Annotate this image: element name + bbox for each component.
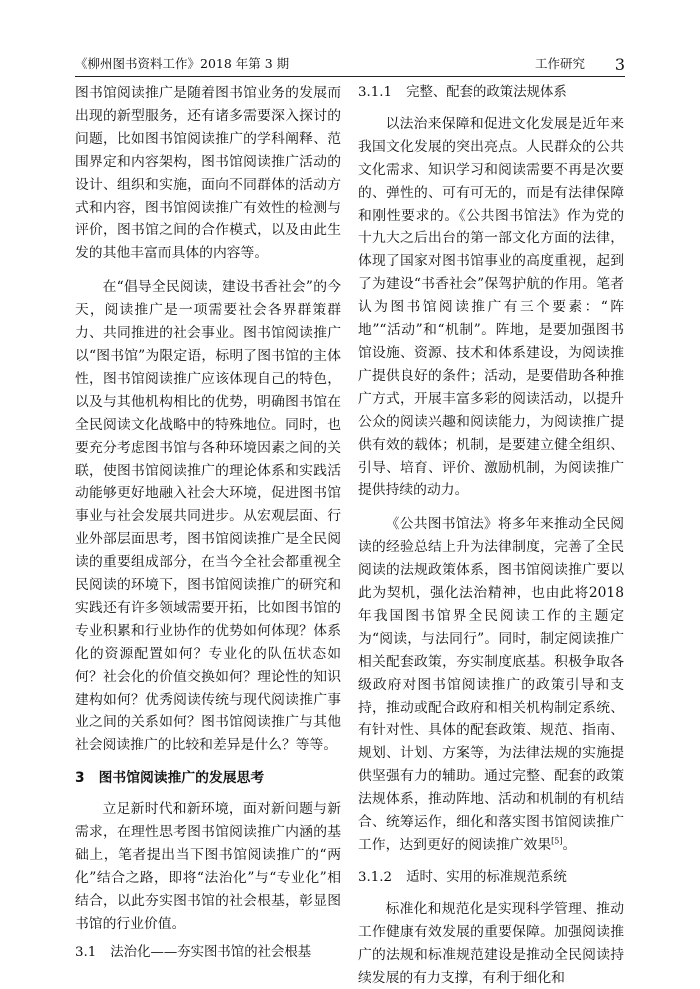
paragraph: 标准化和规范化是实现科学管理、推动工作健康有效发展的重要保障。加强阅读推广的法规和标准规范建设是推动全民阅读持续发展的有力支撑，有利于细化和 <box>358 900 624 986</box>
subsection-heading <box>358 867 624 890</box>
paragraph-text: 《公共图书馆法》将多年来推动全民阅读的经验总结上升为法律制度，完善了全民阅读的法规政策体系，图书馆阅读推广要以此为契机，强化法治精神，也由此将2018 年我国图书馆界全民阅读工作的主题定为“阅读，与法同行”。同时，制定阅读推广相关配套政策，夯实制度底基。积极争取各级政府对图书馆阅读推广的政策引导和支持，推动或配合政府和相关机构制定系统、有针对性、具体的配套政策、规范、指南、规划、计划、方案等，为法律法规的实施提供坚强有力的辅助。通过完整、配套的政策法规体系，推动阵地、活动和机制的有机结合、统筹运作，细化和落实图书馆阅读推广工作，达到更好的阅读推广效果 <box>358 516 624 853</box>
left-column <box>75 82 341 973</box>
paragraph <box>358 513 624 857</box>
running-header <box>75 52 625 77</box>
paragraph: 在“倡导全民阅读，建设书香社会”的今天，阅读推广是一项需要社会各界群策群力、共同推进的社会事业。图书馆阅读推广以“图书馆”为限定语，标明了图书馆的主体性，图书馆阅读推广应该体现自己的特色，以及与其他机构相比的优势，明确图书馆在全民阅读文化战略中的特殊地位。同时，也要充分考虑图书馆与各种环境因素之间的关联，使图书馆阅读推广的理论体系和实践活动能够更好地融入社会大环境，促进图书馆事业与社会发展共同进步。从宏观层面、行业外部层面思考，图书馆阅读推广是全民阅读的重要组成部分，在当今全社会都重视全民阅读的环境下，图书馆阅读推广的研究和实践还有许多领域需要开拓，比如图书馆的专业积累和行业协作的优势如何体现？体系化的资源配置如何？专业化的队伍状态如何？社会化的价值交换如何？理论性的知识建构如何？优秀阅读传统与现代阅读推广事业之间的关系如何？图书馆阅读推广与其他社会阅读推广的比较和差异是什么？等等。 <box>75 279 341 754</box>
section-name: 工作研究 <box>534 56 585 71</box>
section-title: 图书馆阅读推广的发展思考 <box>98 770 265 787</box>
subsection-number: 3.1.2 <box>358 869 393 885</box>
subsection-title: 完整、配套的政策法规体系 <box>406 85 567 100</box>
paragraph: 图书馆阅读推广是随着图书馆业务的发展而出现的新型服务，还有诸多需要深入探讨的问题，比如图书馆阅读推广的学科阐释、范围界定和内容架构，图书馆阅读推广活动的设计、组织和实施，面向不同群体的活动方式和内容，图书馆阅读推广有效性的检测与评价，图书馆之间的合作模式，以及由此生发的其他丰富而具体的内容等。 <box>75 85 341 262</box>
paragraph-end: 。 <box>562 837 577 853</box>
subsection-number: 3.1.1 <box>358 85 393 100</box>
subsection-title: 法治化——夯实图书馆的社会根基 <box>110 944 312 960</box>
paragraph: 立足新时代和新环境，面对新问题与新需求，在理性思考图书馆阅读推广内涵的基础上，笔者提出当下图书馆阅读推广的“两化”结合之路，即将“法治化”与“专业化”相结合，以此夯实图书馆的社会根基，彰显图书馆的行业价值。 <box>75 801 341 932</box>
section-number: 3 <box>75 770 85 787</box>
subsection-number: 3.1 <box>75 944 97 960</box>
page-number: 3 <box>614 55 625 74</box>
citation-ref: [5] <box>551 836 563 846</box>
subsection-heading <box>358 82 624 105</box>
subsection-heading <box>75 942 341 965</box>
section-heading <box>75 767 341 790</box>
subsection-title: 适时、实用的标准规范系统 <box>406 869 567 885</box>
right-column <box>358 82 624 989</box>
journal-name: 《柳州图书资料工作》2018 年第 3 期 <box>75 56 290 71</box>
paragraph: 以法治来保障和促进文化发展是近年来我国文化发展的突出亮点。人民群众的公共文化需求、知识学习和阅读需要不再是次要的、弹性的、可有可无的，而是有法律保障和刚性要求的。《公共图书馆法》作为党的十九大之后出台的第一部文化方面的法律，体现了国家对图书馆事业的高度重视，起到了为建设“书香社会”保驾护航的作用。笔者认为图书馆阅读推广有三个要素：“阵地”“活动”和“机制”。阵地，是要加强图书馆设施、资源、技术和体系建设，为阅读推广提供良好的条件；活动，是要借助各种推广方式，开展丰富多彩的阅读活动，以提升公众的阅读兴趣和阅读能力，为阅读推广提供有效的载体；机制，是要建立健全组织、引导、培育、评价、激励机制，为阅读推广提供持续的动力。 <box>358 115 624 499</box>
